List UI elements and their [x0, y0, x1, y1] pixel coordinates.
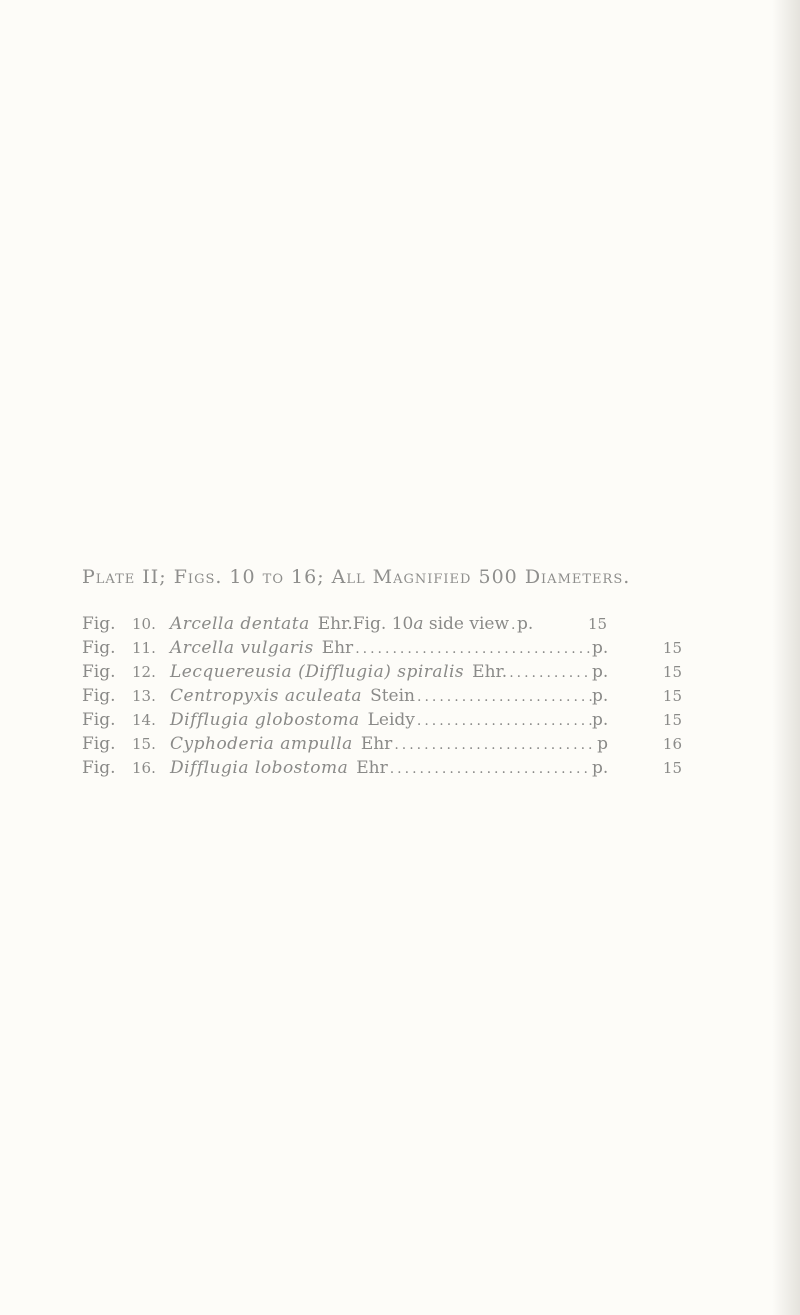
species-author: Ehr. — [317, 614, 353, 634]
species-author: Leidy — [367, 710, 415, 730]
fig-number: 14. — [132, 711, 156, 729]
figure-note-pre: Fig. 10 — [352, 614, 414, 634]
species-name: Difflugia globostoma — [170, 710, 360, 730]
fig-number: 13. — [132, 687, 156, 705]
figure-row-12 — [82, 662, 682, 686]
fig-label: Fig. — [82, 734, 116, 754]
figure-list — [82, 614, 682, 782]
page-label: p — [597, 734, 608, 754]
species-name: Arcella dentata — [170, 614, 310, 634]
species-author: Ehr. — [472, 662, 508, 682]
leader-dots — [417, 689, 592, 705]
page-label: p. — [592, 710, 609, 730]
fig-number: 11. — [132, 639, 156, 657]
figure-row-11 — [82, 638, 682, 662]
page-number: 15 — [662, 663, 682, 681]
figure-row-16 — [82, 758, 682, 782]
figure-row-10 — [82, 614, 682, 638]
page-label: p. — [592, 662, 609, 682]
leader-dots — [355, 641, 592, 657]
figure-note — [353, 614, 509, 634]
figure-row-14 — [82, 710, 682, 734]
leader-dots — [417, 713, 592, 729]
species-author: Stein — [370, 686, 415, 706]
fig-label: Fig. — [82, 638, 116, 658]
figure-row-15 — [82, 734, 682, 758]
species-author: Ehr — [356, 758, 388, 778]
species-author: Ehr — [360, 734, 393, 754]
fig-number: 16. — [132, 759, 156, 777]
figure-note-post: side view — [423, 614, 510, 634]
plate-heading: Plate II; Figs. 10 to 16; All Magnified 500 Diameters. — [82, 566, 631, 588]
species-name: Cyphoderia ampulla — [170, 734, 353, 754]
fig-label: Fig. — [82, 758, 116, 778]
fig-number: 10. — [132, 615, 156, 633]
species-author: Ehr — [321, 638, 354, 658]
page-label: p. — [592, 686, 609, 706]
page-number: 15 — [662, 711, 682, 729]
species-name: Lecquereusia (Difflugia) spiralis — [170, 662, 465, 682]
page-label: p. — [592, 638, 609, 658]
page-number: 15 — [662, 639, 682, 657]
page-edge-shadow — [772, 0, 800, 1315]
fig-label: Fig. — [82, 710, 116, 730]
page-number: 15 — [587, 615, 608, 633]
page-number: 16 — [662, 735, 682, 753]
leader-dots — [509, 665, 592, 681]
leader-dots — [394, 737, 592, 753]
fig-number: 12. — [132, 663, 156, 681]
page-number: 15 — [662, 759, 682, 777]
fig-label: Fig. — [82, 662, 116, 682]
page-number: 15 — [662, 687, 682, 705]
figure-note-italic: a — [413, 614, 424, 634]
species-name: Centropyxis aculeata — [170, 686, 363, 706]
species-name: Arcella vulgaris — [170, 638, 314, 658]
fig-number: 15. — [132, 735, 156, 753]
fig-label: Fig. — [82, 686, 116, 706]
page-label: p. — [517, 614, 534, 634]
leader-dots — [390, 761, 592, 777]
fig-label: Fig. — [82, 614, 116, 634]
page-label: p. — [592, 758, 609, 778]
species-name: Difflugia lobostoma — [170, 758, 349, 778]
figure-row-13 — [82, 686, 682, 710]
